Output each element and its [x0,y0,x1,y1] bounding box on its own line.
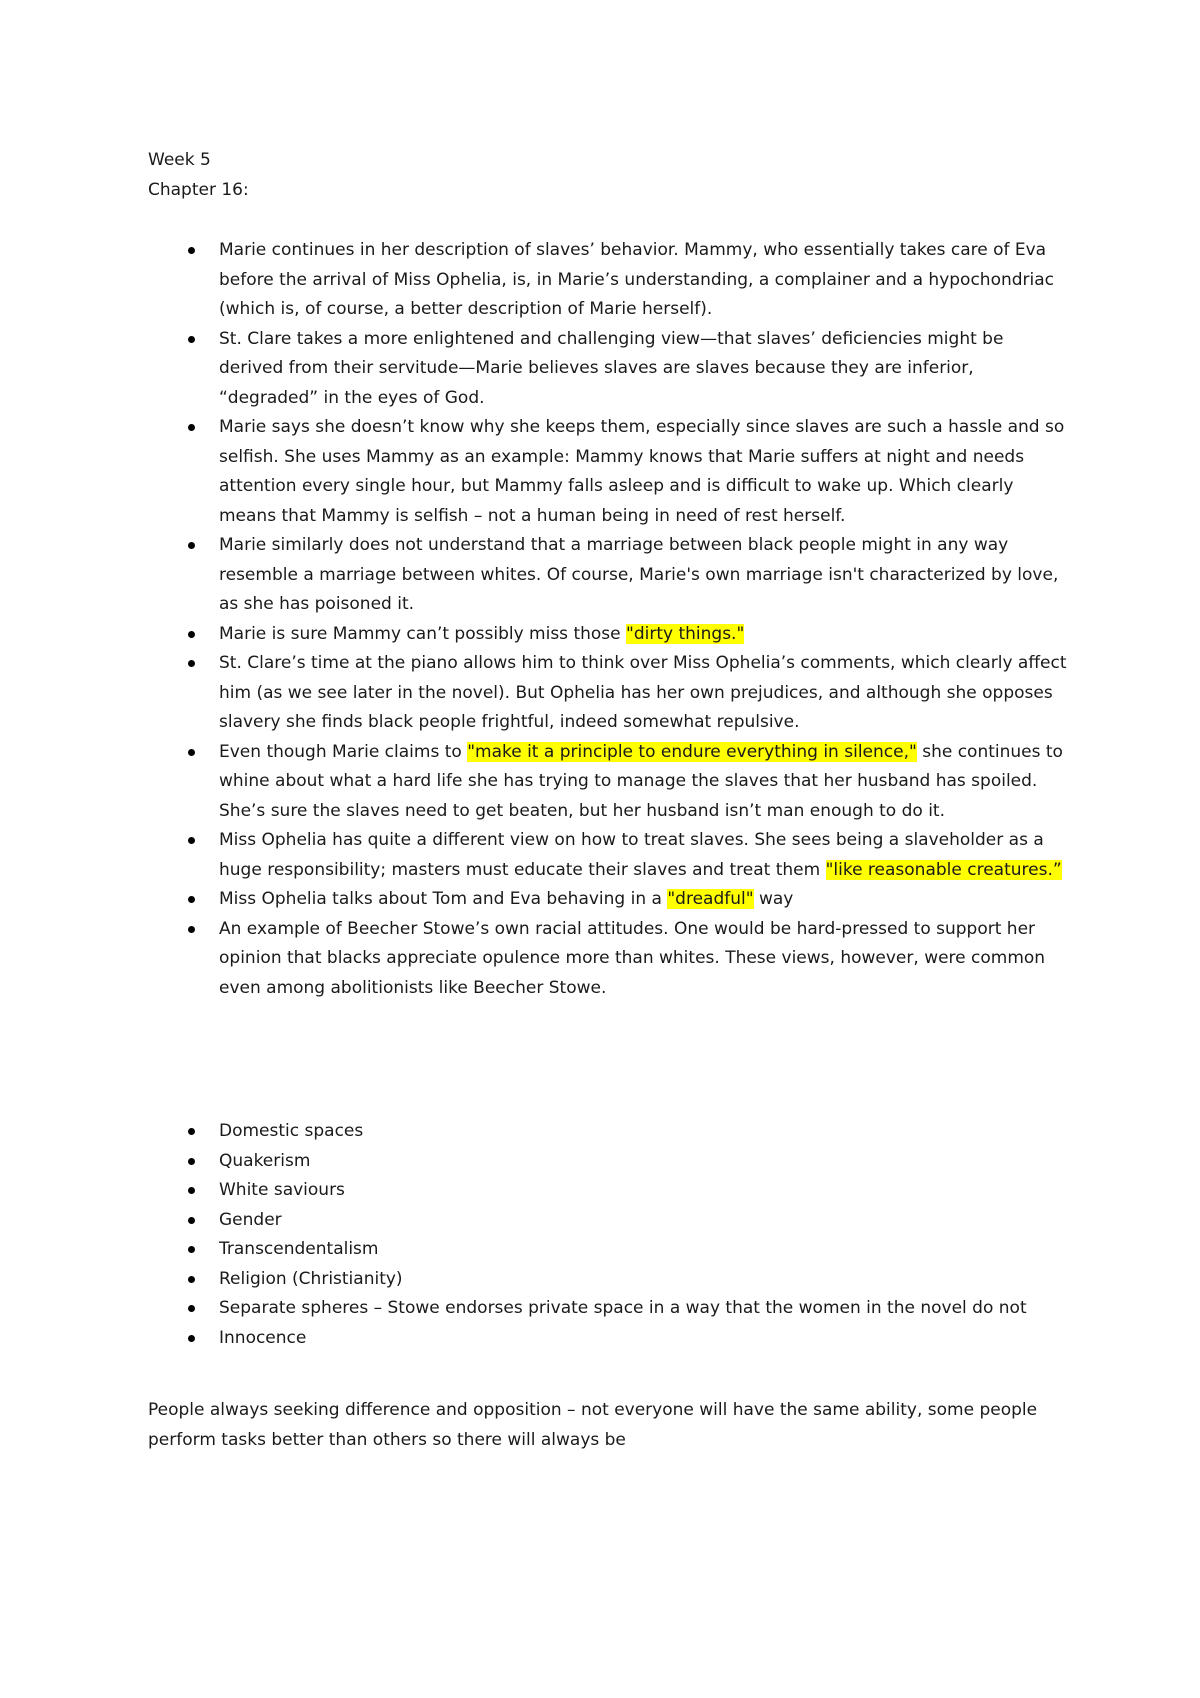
theme-item: Separate spheres – Stowe endorses private space in a way that the women in the novel do not [148,1294,1068,1324]
chapter-notes-list [148,236,1068,1003]
note-text: Marie is sure Mammy can’t possibly miss those [219,623,627,644]
note-item [148,620,1068,650]
theme-item: Domestic spaces [148,1117,1068,1147]
note-item [148,325,1068,414]
note-item [148,531,1068,620]
note-text: Miss Ophelia has quite a different view on how to treat slaves. She sees being a slaveholder as a huge responsibility; masters must educate their slaves and treat them [219,830,1044,880]
highlighted-quote: "dirty things." [626,623,745,644]
note-text: way [753,889,794,909]
note-text: An example of Beecher Stowe’s own racial attitudes. One would be hard-pressed to support her opinion that blacks appreciate opulence more than whites. These views, however, were common even among abolitionists like Beecher Stowe. [219,918,1046,998]
theme-item: Religion (Christianity) [148,1265,1068,1295]
theme-item: White saviours [148,1176,1068,1206]
highlighted-quote: "like reasonable creatures.” [825,859,1062,880]
theme-item: Gender [148,1206,1068,1236]
note-item [148,236,1068,325]
note-text: she continues to whine about what a hard life she has trying to manage the slaves that her husband has spoiled. She’s sure the slaves need to get beaten, but her husband isn’t man enough to do it. [219,741,1063,821]
theme-item: Innocence [148,1324,1068,1354]
week-heading: Week 5 [148,150,211,170]
note-item [148,649,1068,738]
note-item [148,915,1068,1004]
note-text: Even though Marie claims to [219,741,468,762]
note-text: Marie says she doesn’t know why she keeps them, especially since slaves are such a hassle and so selfish. She uses Mammy as an example: Mammy knows that Marie suffers at night and needs attention every single hour, but Mammy falls asleep and is difficult to wake up. Which clearly means that Mammy is selfish – not a human being in need of rest herself. [219,417,1065,526]
note-item [148,885,1068,915]
note-text: Miss Ophelia talks about Tom and Eva behaving in a [219,889,668,909]
note-item [148,738,1068,827]
highlighted-quote: "make it a principle to endure everything in silence," [467,741,917,762]
theme-item: Quakerism [148,1147,1068,1177]
note-text: Marie similarly does not understand that a marriage between black people might in any way resemble a marriage between whites. Of course, Marie's own marriage isn't characterized by love, as she has poisoned it. [219,535,1059,614]
closing-paragraph: People always seeking difference and opposition – not everyone will have the same ability, some people perform tasks better than others so there will always be [148,1400,1038,1450]
note-text: Marie continues in her description of slaves’ behavior. Mammy, who essentially takes care of Eva before the arrival of Miss Ophelia, is, in Marie’s understanding, a complainer and a hypochondriac (which is, of course, a better description of Marie herself). [219,240,1055,319]
theme-item: Transcendentalism [148,1235,1068,1265]
themes-list [148,1117,1068,1353]
note-item [148,413,1068,531]
note-item [148,826,1068,885]
highlighted-quote: "dreadful" [667,889,754,909]
note-text: St. Clare takes a more enlightened and challenging view—that slaves’ deficiencies might be derived from their servitude—Marie believes slaves are slaves because they are inferior, “degraded” in the eyes of God. [219,328,1004,408]
note-text: St. Clare’s time at the piano allows him to think over Miss Ophelia’s comments, which clearly affect him (as we see later in the novel). But Ophelia has her own prejudices, and although she opposes slavery she finds black people frightful, indeed somewhat repulsive. [219,653,1067,732]
chapter-heading: Chapter 16: [148,180,249,200]
